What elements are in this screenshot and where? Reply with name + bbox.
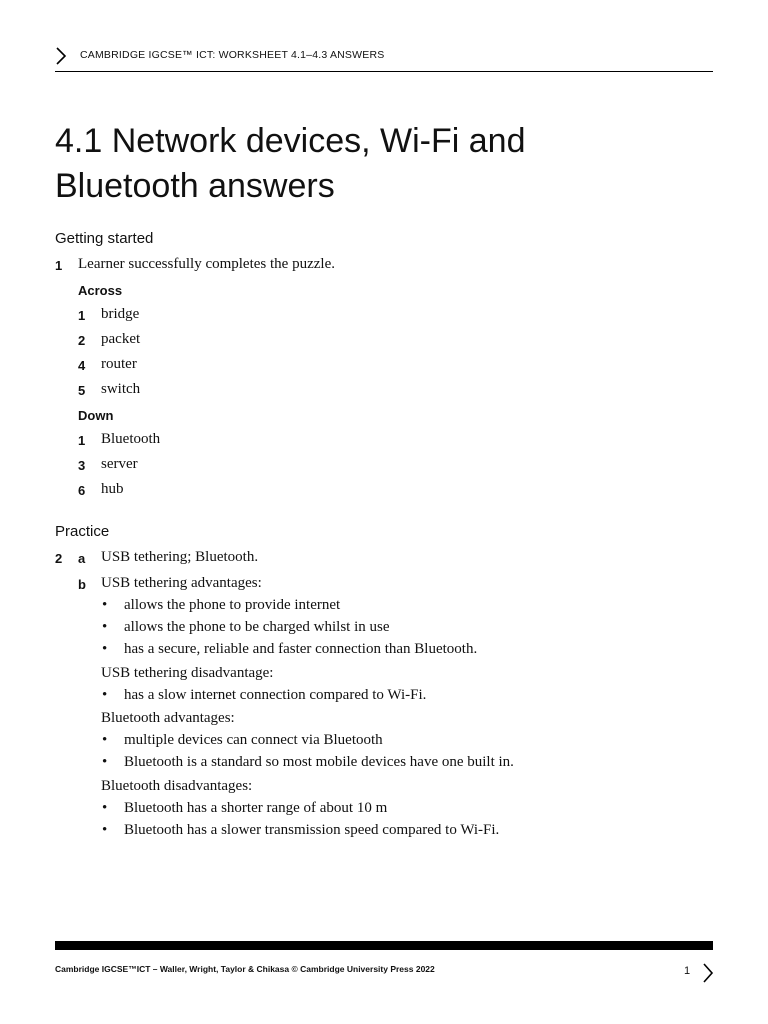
sublist-label: Bluetooth disadvantages: bbox=[101, 778, 253, 794]
part-label: b bbox=[78, 577, 86, 592]
list-item-number: 2 bbox=[78, 333, 86, 348]
list-item-number: 1 bbox=[78, 433, 86, 448]
list-item-number: 6 bbox=[78, 483, 86, 498]
question-number: 2 bbox=[55, 551, 63, 566]
list-item-number: 3 bbox=[78, 458, 86, 473]
header-divider bbox=[55, 71, 713, 72]
header-chevron-right-icon bbox=[55, 47, 67, 65]
list-item-answer: switch bbox=[101, 381, 141, 397]
part-label: a bbox=[78, 551, 86, 566]
list-item-number: 5 bbox=[78, 383, 86, 398]
page-title-line1: 4.1 Network devices, Wi-Fi and bbox=[55, 122, 526, 160]
bullet-text: allows the phone to provide internet bbox=[124, 597, 341, 613]
bullet-text: has a slow internet connection compared to Wi-Fi. bbox=[124, 687, 427, 703]
bullet-icon: • bbox=[102, 619, 108, 635]
bullet-icon: • bbox=[102, 754, 108, 770]
footer-copyright: Cambridge IGCSE™ICT – Waller, Wright, Taylor & Chikasa © Cambridge University Press 2022 bbox=[55, 964, 435, 974]
question-text: Learner successfully completes the puzzle. bbox=[78, 256, 335, 272]
bullet-text: has a secure, reliable and faster connection than Bluetooth. bbox=[124, 641, 478, 657]
bullet-icon: • bbox=[102, 597, 108, 613]
sublist-label: Bluetooth advantages: bbox=[101, 710, 235, 726]
bullet-icon: • bbox=[102, 822, 108, 838]
section-heading-practice: Practice bbox=[55, 523, 110, 540]
section-heading-getting-started: Getting started bbox=[55, 230, 154, 247]
part-answer: USB tethering; Bluetooth. bbox=[101, 549, 259, 565]
bullet-text: Bluetooth is a standard so most mobile devices have one built in. bbox=[124, 754, 514, 770]
sublist-label: USB tethering advantages: bbox=[101, 575, 262, 591]
list-item-answer: server bbox=[101, 456, 138, 472]
across-label: Across bbox=[78, 283, 123, 298]
sublist-label: USB tethering disadvantage: bbox=[101, 665, 274, 681]
list-item-answer: packet bbox=[101, 331, 141, 347]
question-number: 1 bbox=[55, 258, 63, 273]
list-item-answer: hub bbox=[101, 481, 124, 497]
next-page-chevron-right-icon[interactable] bbox=[702, 963, 714, 983]
list-item-answer: bridge bbox=[101, 306, 140, 322]
list-item-number: 1 bbox=[78, 308, 86, 323]
bullet-text: multiple devices can connect via Bluetooth bbox=[124, 732, 383, 748]
footer-bar bbox=[55, 941, 713, 950]
down-label: Down bbox=[78, 408, 114, 423]
bullet-icon: • bbox=[102, 687, 108, 703]
bullet-icon: • bbox=[102, 732, 108, 748]
bullet-icon: • bbox=[102, 800, 108, 816]
list-item-answer: router bbox=[101, 356, 137, 372]
page-title-line2: Bluetooth answers bbox=[55, 167, 335, 205]
bullet-text: Bluetooth has a slower transmission speed compared to Wi-Fi. bbox=[124, 822, 500, 838]
bullet-icon: • bbox=[102, 641, 108, 657]
list-item-number: 4 bbox=[78, 358, 86, 373]
list-item-answer: Bluetooth bbox=[101, 431, 161, 447]
bullet-text: Bluetooth has a shorter range of about 10 m bbox=[124, 800, 388, 816]
page-number: 1 bbox=[684, 965, 691, 977]
bullet-text: allows the phone to be charged whilst in use bbox=[124, 619, 390, 635]
page-title bbox=[55, 119, 675, 209]
running-header: CAMBRIDGE IGCSE™ ICT: WORKSHEET 4.1–4.3 ANSWERS bbox=[80, 49, 385, 61]
